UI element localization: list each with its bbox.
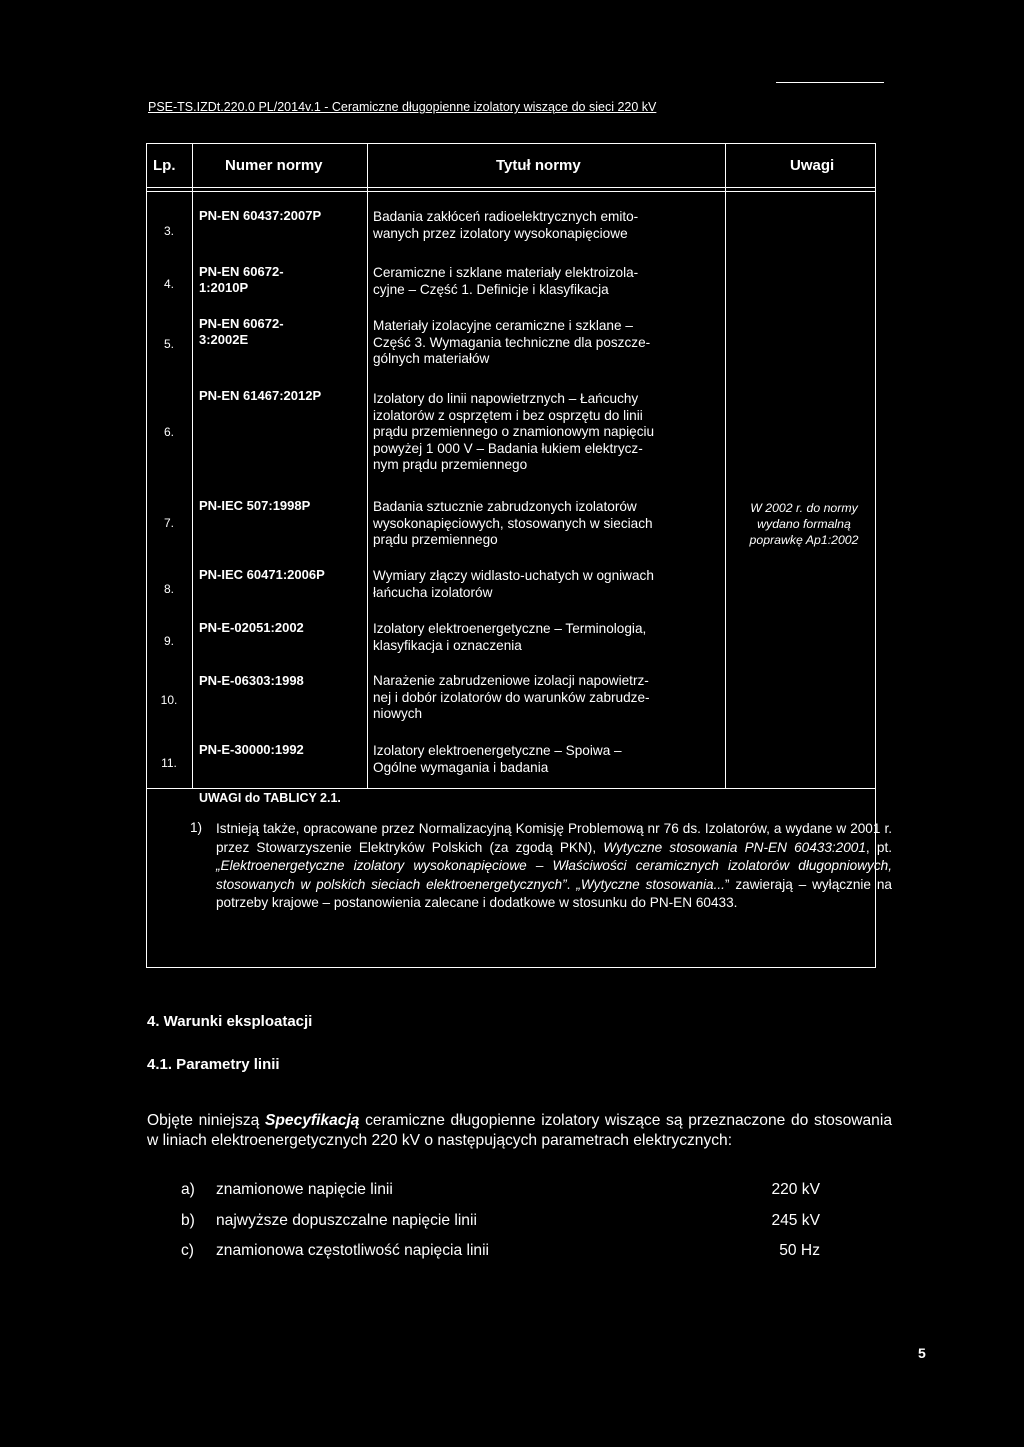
row-lp: 9. <box>163 634 174 648</box>
parameter-value: 50 Hz <box>779 1242 820 1259</box>
row-title: Narażenie zabrudzeniowe izolacji napowietrz- nej i dobór izolatorów do warunków zabrudze- niowych <box>373 673 650 721</box>
note-text-part: . <box>566 876 577 892</box>
row-title: Badania sztucznie zabrudzonych izolatorów wysokonapięciowych, stosowanych w sieciach prądu przemiennego <box>373 499 653 547</box>
row-lp: 4. <box>163 277 174 291</box>
row-number: PN-EN 60437:2007P <box>199 208 322 223</box>
row-lp: 11. <box>161 756 177 770</box>
row-number: PN-IEC 60471:2006P <box>199 567 325 582</box>
row-title: Ceramiczne i szklane materiały elektroizola- cyjne – Część 1. Definicje i klasyfikacja <box>373 265 639 297</box>
header-divider-double <box>146 191 876 192</box>
row-number: PN-E-30000:1992 <box>199 742 304 757</box>
header-remarks: Uwagi <box>790 157 835 174</box>
row-number: PN-E-02051:2002 <box>199 620 304 635</box>
row-lp: 3. <box>163 224 174 238</box>
row-title: Badania zakłóceń radioelektrycznych emito- wanych przez izolatory wysokonapięciowe <box>373 209 639 241</box>
row-number: PN-EN 61467:2012P <box>199 388 322 403</box>
note-number: 1) <box>190 820 203 835</box>
row-number: PN-IEC 507:1998P <box>199 498 311 513</box>
parameter-value: 245 kV <box>771 1212 820 1229</box>
page-number: 5 <box>918 1345 926 1361</box>
paragraph-text: Objęte niniejszą <box>147 1112 265 1129</box>
row-title: Materiały izolacyjne ceramiczne i szklane – Część 3. Wymagania techniczne dla poszcze- gólnych materiałów <box>373 318 651 366</box>
notes-heading: UWAGI do TABLICY 2.1. <box>199 791 341 805</box>
paragraph-text: ceramiczne długopienne izolatory wiszące są przeznaczone do stosowania w liniach elektroenergetycznych 220 kV o następujących parametrach elektrycznych: <box>147 1112 892 1149</box>
note-text-italic: „Wytyczne stosowania... <box>576 876 725 892</box>
row-title: Wymiary złączy widlasto-uchatych w ogniwach łańcucha izolatorów <box>373 568 654 600</box>
row-lp: 8. <box>163 582 174 596</box>
note-text-italic: Wytyczne stosowania PN-EN 60433:2001 <box>603 839 866 855</box>
note-text <box>216 820 892 913</box>
row-lp: 6. <box>163 425 174 439</box>
parameter-label: znamionowa częstotliwość napięcia linii <box>216 1242 490 1259</box>
row-title: Izolatory do linii napowietrznych – Łańcuchy izolatorów z osprzętem i bez osprzętu do linii prądu przemiennego o znamionowym napięciu powyżej 1 000 V – Badania łukiem elektrycz- nym prądu przemiennego <box>373 391 655 472</box>
row-remarks: W 2002 r. do normy wydano formalną poprawkę Ap1:2002 <box>749 501 859 547</box>
row-number: PN-E-06303:1998 <box>199 673 304 688</box>
note-text-part: , pt. <box>865 839 893 855</box>
note-text-part: Istnieją także, opracowane przez Normalizacyjną Komisję Problemową nr 76 ds. Izolatorów, a wydane w 2001 r. przez Stowarzyszenie Elektryków Polskich (za zgodą PKN), <box>216 821 892 855</box>
parameter-value: 220 kV <box>771 1181 820 1198</box>
parameter-letter: c) <box>181 1242 194 1259</box>
row-number: PN-EN 60672- 1:2010P <box>199 264 284 295</box>
column-rule-title <box>725 143 726 788</box>
column-rule-number <box>367 143 368 788</box>
subsection-heading: 4.1. Parametry linii <box>147 1056 280 1073</box>
parameter-letter: a) <box>181 1181 195 1198</box>
body-paragraph <box>147 1111 892 1151</box>
header-lp: Lp. <box>153 157 176 174</box>
parameter-letter: b) <box>181 1212 195 1229</box>
paragraph-emphasis: Specyfikacją <box>264 1112 360 1129</box>
header-rule <box>776 82 884 83</box>
column-rule-lp <box>192 143 193 788</box>
header-title: Tytuł normy <box>496 157 581 174</box>
table-body-bottom-rule <box>146 788 876 789</box>
row-lp: 10. <box>160 693 178 707</box>
note-text-part: ” zawierają – wyłącznie na potrzeby krajowe – postanowienia zalecane i dodatkowe w stosunku do PN-EN 60433. <box>216 876 892 910</box>
running-head: PSE-TS.IZDt.220.0 PL/2014v.1 - Ceramiczne długopienne izolatory wiszące do sieci 220 kV <box>148 100 657 114</box>
header-divider <box>146 187 876 188</box>
header-number: Numer normy <box>225 157 323 174</box>
parameter-label: najwyższe dopuszczalne napięcie linii <box>216 1212 477 1229</box>
row-lp: 5. <box>163 337 174 351</box>
row-number: PN-EN 60672- 3:2002E <box>199 316 284 347</box>
note-text-italic: „Elektroenergetyczne izolatory wysokonapięciowe – Właściwości ceramicznych izolatorów długopniowych, stosowanych w polskich sieciach elektroenergetycznych” <box>216 858 892 892</box>
section-heading: 4. Warunki eksploatacji <box>147 1013 313 1030</box>
row-title: Izolatory elektroenergetyczne – Spoiwa – Ogólne wymagania i badania <box>373 743 622 775</box>
row-lp: 7. <box>163 516 174 530</box>
parameter-label: znamionowe napięcie linii <box>216 1181 393 1198</box>
row-title: Izolatory elektroenergetyczne – Terminologia, klasyfikacja i oznaczenia <box>373 621 647 653</box>
